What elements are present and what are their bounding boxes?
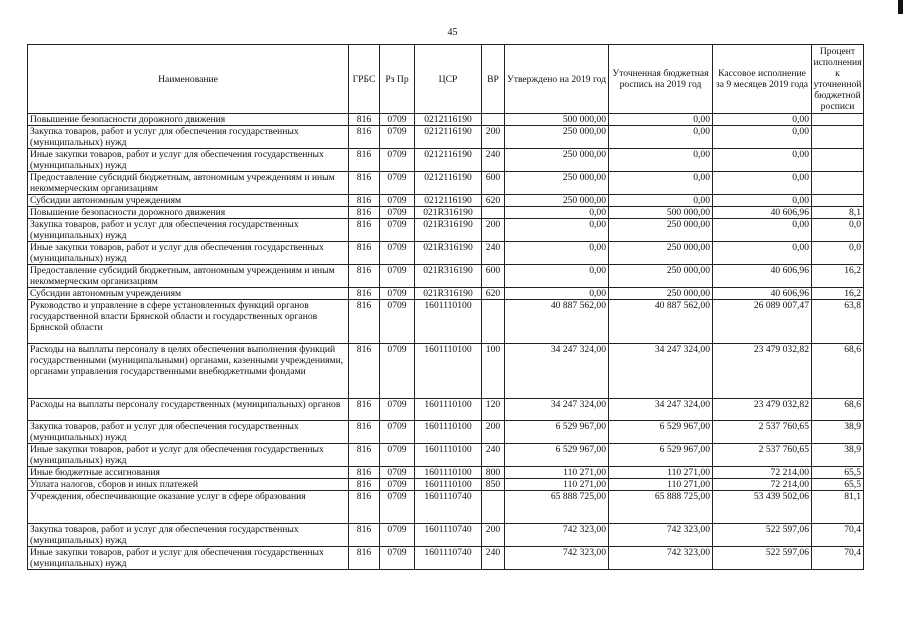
table-row <box>28 444 864 467</box>
cell-percent: 63,8 <box>812 300 864 344</box>
cell-csr: 1601110740 <box>415 524 482 547</box>
cell-cash: 0,00 <box>713 219 812 242</box>
cell-approved: 65 888 725,00 <box>505 491 609 524</box>
cell-grbs: 816 <box>349 344 380 399</box>
cell-rzpr: 0709 <box>380 300 415 344</box>
cell-revised: 110 271,00 <box>609 479 713 491</box>
cell-csr: 1601110740 <box>415 547 482 570</box>
cell-name: Иные бюджетные ассигнования <box>28 467 349 479</box>
cell-approved: 742 323,00 <box>505 547 609 570</box>
cell-csr: 021R316190 <box>415 207 482 219</box>
cell-name: Повышение безопасности дорожного движения <box>28 114 349 126</box>
cell-percent <box>812 114 864 126</box>
cell-revised: 34 247 324,00 <box>609 399 713 421</box>
cell-name: Закупка товаров, работ и услуг для обеспечения государственных (муниципальных) нужд <box>28 219 349 242</box>
cell-cash: 40 606,96 <box>713 265 812 288</box>
cell-approved: 0,00 <box>505 288 609 300</box>
cell-cash: 23 479 032,82 <box>713 399 812 421</box>
cell-rzpr: 0709 <box>380 207 415 219</box>
table-row <box>28 344 864 399</box>
cell-vr: 600 <box>482 265 505 288</box>
table-row <box>28 300 864 344</box>
cell-revised: 250 000,00 <box>609 288 713 300</box>
cell-cash: 0,00 <box>713 149 812 172</box>
cell-name: Закупка товаров, работ и услуг для обеспечения государственных (муниципальных) нужд <box>28 126 349 149</box>
cell-vr: 800 <box>482 467 505 479</box>
cell-revised: 110 271,00 <box>609 467 713 479</box>
cell-name: Закупка товаров, работ и услуг для обеспечения государственных (муниципальных) нужд <box>28 421 349 444</box>
cell-revised: 6 529 967,00 <box>609 421 713 444</box>
cell-rzpr: 0709 <box>380 344 415 399</box>
cell-rzpr: 0709 <box>380 242 415 265</box>
cell-csr: 021R316190 <box>415 242 482 265</box>
cell-percent: 68,6 <box>812 399 864 421</box>
cell-rzpr: 0709 <box>380 219 415 242</box>
cell-cash: 0,00 <box>713 172 812 195</box>
table-row <box>28 207 864 219</box>
table-row <box>28 242 864 265</box>
cell-grbs: 816 <box>349 444 380 467</box>
cell-approved: 250 000,00 <box>505 195 609 207</box>
cell-grbs: 816 <box>349 149 380 172</box>
table-row <box>28 288 864 300</box>
cell-revised: 0,00 <box>609 114 713 126</box>
cell-vr: 240 <box>482 242 505 265</box>
cell-approved: 6 529 967,00 <box>505 421 609 444</box>
cell-grbs: 816 <box>349 479 380 491</box>
cell-csr: 0212116190 <box>415 195 482 207</box>
cell-csr: 021R316190 <box>415 219 482 242</box>
cell-cash: 0,00 <box>713 195 812 207</box>
cell-cash: 2 537 760,65 <box>713 421 812 444</box>
cell-cash: 2 537 760,65 <box>713 444 812 467</box>
cell-vr <box>482 300 505 344</box>
cell-grbs: 816 <box>349 195 380 207</box>
cell-cash: 522 597,06 <box>713 524 812 547</box>
cell-rzpr: 0709 <box>380 288 415 300</box>
budget-table <box>27 44 864 570</box>
cell-name: Иные закупки товаров, работ и услуг для обеспечения государственных (муниципальных) нужд <box>28 444 349 467</box>
cell-grbs: 816 <box>349 207 380 219</box>
cell-percent: 65,5 <box>812 467 864 479</box>
table-row <box>28 195 864 207</box>
cell-approved: 110 271,00 <box>505 467 609 479</box>
cell-revised: 0,00 <box>609 172 713 195</box>
cell-csr: 1601110100 <box>415 421 482 444</box>
cell-rzpr: 0709 <box>380 421 415 444</box>
cell-approved: 500 000,00 <box>505 114 609 126</box>
cell-cash: 0,00 <box>713 242 812 265</box>
cell-vr: 620 <box>482 288 505 300</box>
cell-approved: 40 887 562,00 <box>505 300 609 344</box>
cell-csr: 1601110100 <box>415 300 482 344</box>
cell-rzpr: 0709 <box>380 467 415 479</box>
cell-vr <box>482 207 505 219</box>
cell-cash: 72 214,00 <box>713 467 812 479</box>
cell-rzpr: 0709 <box>380 524 415 547</box>
cell-csr: 1601110100 <box>415 399 482 421</box>
cell-rzpr: 0709 <box>380 265 415 288</box>
cell-cash: 522 597,06 <box>713 547 812 570</box>
edge-mark <box>898 0 903 14</box>
cell-name: Расходы на выплаты персоналу государственных (муниципальных) органов <box>28 399 349 421</box>
col-header-cash: Кассовое исполнение за 9 месяцев 2019 года <box>713 45 812 114</box>
cell-approved: 250 000,00 <box>505 126 609 149</box>
cell-rzpr: 0709 <box>380 444 415 467</box>
cell-cash: 53 439 502,06 <box>713 491 812 524</box>
col-header-approved: Утверждено на 2019 год <box>505 45 609 114</box>
col-header-percent: Процент исполнения к уточненной бюджетной росписи <box>813 46 862 112</box>
table-row <box>28 172 864 195</box>
cell-grbs: 816 <box>349 265 380 288</box>
cell-rzpr: 0709 <box>380 479 415 491</box>
cell-csr: 0212116190 <box>415 149 482 172</box>
cell-revised: 65 888 725,00 <box>609 491 713 524</box>
cell-vr: 200 <box>482 126 505 149</box>
col-header-revised: Уточненная бюджетная роспись на 2019 год <box>609 45 713 114</box>
cell-cash: 23 479 032,82 <box>713 344 812 399</box>
col-header-vr: ВР <box>482 45 505 114</box>
cell-vr <box>482 491 505 524</box>
table-row <box>28 547 864 570</box>
cell-vr: 600 <box>482 172 505 195</box>
table-row <box>28 524 864 547</box>
table-row <box>28 421 864 444</box>
cell-vr: 240 <box>482 444 505 467</box>
cell-name: Иные закупки товаров, работ и услуг для обеспечения государственных (муниципальных) нужд <box>28 149 349 172</box>
col-header-csr: ЦСР <box>415 45 482 114</box>
cell-percent <box>812 195 864 207</box>
table-row <box>28 491 864 524</box>
cell-csr: 1601110100 <box>415 344 482 399</box>
cell-vr: 850 <box>482 479 505 491</box>
cell-percent <box>812 149 864 172</box>
cell-csr: 1601110740 <box>415 491 482 524</box>
cell-name: Иные закупки товаров, работ и услуг для обеспечения государственных (муниципальных) нужд <box>28 242 349 265</box>
cell-revised: 0,00 <box>609 149 713 172</box>
cell-cash: 26 089 007,47 <box>713 300 812 344</box>
cell-approved: 250 000,00 <box>505 149 609 172</box>
cell-grbs: 816 <box>349 547 380 570</box>
cell-vr: 200 <box>482 524 505 547</box>
cell-percent: 68,6 <box>812 344 864 399</box>
cell-approved: 0,00 <box>505 242 609 265</box>
cell-revised: 742 323,00 <box>609 547 713 570</box>
cell-grbs: 816 <box>349 242 380 265</box>
cell-csr: 1601110100 <box>415 479 482 491</box>
col-header-rzpr: Рз Пр <box>380 45 415 114</box>
cell-percent <box>812 126 864 149</box>
cell-name: Повышение безопасности дорожного движения <box>28 207 349 219</box>
page-number: 45 <box>447 27 458 38</box>
cell-grbs: 816 <box>349 172 380 195</box>
cell-csr: 021R316190 <box>415 288 482 300</box>
cell-approved: 34 247 324,00 <box>505 399 609 421</box>
cell-rzpr: 0709 <box>380 195 415 207</box>
cell-vr: 120 <box>482 399 505 421</box>
cell-approved: 6 529 967,00 <box>505 444 609 467</box>
cell-name: Предоставление субсидий бюджетным, автономным учреждениям и иным некоммерческим организациям <box>28 172 349 195</box>
cell-percent: 70,4 <box>812 547 864 570</box>
cell-percent: 16,2 <box>812 288 864 300</box>
cell-approved: 0,00 <box>505 265 609 288</box>
cell-revised: 250 000,00 <box>609 242 713 265</box>
cell-grbs: 816 <box>349 288 380 300</box>
cell-name: Расходы на выплаты персоналу в целях обеспечения выполнения функций государственными (муниципальными) органами, казенными учреждениями, органами управления государственными внебюджетными фондами <box>28 344 349 399</box>
cell-vr: 240 <box>482 547 505 570</box>
cell-vr: 100 <box>482 344 505 399</box>
table-row <box>28 399 864 421</box>
cell-rzpr: 0709 <box>380 491 415 524</box>
cell-grbs: 816 <box>349 524 380 547</box>
cell-cash: 0,00 <box>713 126 812 149</box>
cell-revised: 34 247 324,00 <box>609 344 713 399</box>
cell-name: Учреждения, обеспечивающие оказание услуг в сфере образования <box>28 491 349 524</box>
cell-vr <box>482 114 505 126</box>
cell-revised: 500 000,00 <box>609 207 713 219</box>
table-row <box>28 114 864 126</box>
cell-vr: 620 <box>482 195 505 207</box>
cell-revised: 250 000,00 <box>609 265 713 288</box>
table-row <box>28 467 864 479</box>
cell-approved: 110 271,00 <box>505 479 609 491</box>
cell-grbs: 816 <box>349 126 380 149</box>
cell-percent: 38,9 <box>812 444 864 467</box>
cell-name: Закупка товаров, работ и услуг для обеспечения государственных (муниципальных) нужд <box>28 524 349 547</box>
cell-approved: 250 000,00 <box>505 172 609 195</box>
cell-revised: 742 323,00 <box>609 524 713 547</box>
cell-rzpr: 0709 <box>380 149 415 172</box>
cell-rzpr: 0709 <box>380 126 415 149</box>
cell-approved: 34 247 324,00 <box>505 344 609 399</box>
cell-approved: 742 323,00 <box>505 524 609 547</box>
cell-grbs: 816 <box>349 219 380 242</box>
cell-name: Уплата налогов, сборов и иных платежей <box>28 479 349 491</box>
cell-csr: 1601110100 <box>415 444 482 467</box>
cell-cash: 0,00 <box>713 114 812 126</box>
cell-cash: 72 214,00 <box>713 479 812 491</box>
cell-percent: 65,5 <box>812 479 864 491</box>
cell-percent: 16,2 <box>812 265 864 288</box>
header-row <box>28 45 864 114</box>
table-row <box>28 149 864 172</box>
cell-cash: 40 606,96 <box>713 207 812 219</box>
cell-revised: 0,00 <box>609 195 713 207</box>
cell-grbs: 816 <box>349 467 380 479</box>
cell-percent: 0,0 <box>812 219 864 242</box>
cell-revised: 250 000,00 <box>609 219 713 242</box>
cell-vr: 200 <box>482 421 505 444</box>
cell-grbs: 816 <box>349 421 380 444</box>
cell-revised: 6 529 967,00 <box>609 444 713 467</box>
cell-grbs: 816 <box>349 300 380 344</box>
cell-rzpr: 0709 <box>380 399 415 421</box>
col-header-name: Наименование <box>28 45 349 114</box>
cell-rzpr: 0709 <box>380 114 415 126</box>
cell-revised: 40 887 562,00 <box>609 300 713 344</box>
cell-csr: 021R316190 <box>415 265 482 288</box>
table-row <box>28 479 864 491</box>
cell-percent: 81,1 <box>812 491 864 524</box>
cell-name: Субсидии автономным учреждениям <box>28 288 349 300</box>
cell-vr: 200 <box>482 219 505 242</box>
cell-percent: 70,4 <box>812 524 864 547</box>
cell-name: Иные закупки товаров, работ и услуг для обеспечения государственных (муниципальных) нужд <box>28 547 349 570</box>
cell-name: Руководство и управление в сфере установленных функций органов государственной власти Брянской области и государственных органов Брянской области <box>28 300 349 344</box>
cell-revised: 0,00 <box>609 126 713 149</box>
cell-approved: 0,00 <box>505 219 609 242</box>
cell-percent: 38,9 <box>812 421 864 444</box>
cell-percent <box>812 172 864 195</box>
cell-percent: 0,0 <box>812 242 864 265</box>
cell-csr: 0212116190 <box>415 126 482 149</box>
table-row <box>28 126 864 149</box>
cell-grbs: 816 <box>349 399 380 421</box>
cell-name: Предоставление субсидий бюджетным, автономным учреждениям и иным некоммерческим организациям <box>28 265 349 288</box>
cell-grbs: 816 <box>349 491 380 524</box>
cell-rzpr: 0709 <box>380 547 415 570</box>
cell-name: Субсидии автономным учреждениям <box>28 195 349 207</box>
cell-csr: 1601110100 <box>415 467 482 479</box>
cell-percent: 8,1 <box>812 207 864 219</box>
cell-rzpr: 0709 <box>380 172 415 195</box>
cell-grbs: 816 <box>349 114 380 126</box>
cell-vr: 240 <box>482 149 505 172</box>
cell-cash: 40 606,96 <box>713 288 812 300</box>
cell-approved: 0,00 <box>505 207 609 219</box>
cell-csr: 0212116190 <box>415 172 482 195</box>
cell-csr: 0212116190 <box>415 114 482 126</box>
table-row <box>28 219 864 242</box>
col-header-grbs: ГРБС <box>349 45 380 114</box>
table-row <box>28 265 864 288</box>
